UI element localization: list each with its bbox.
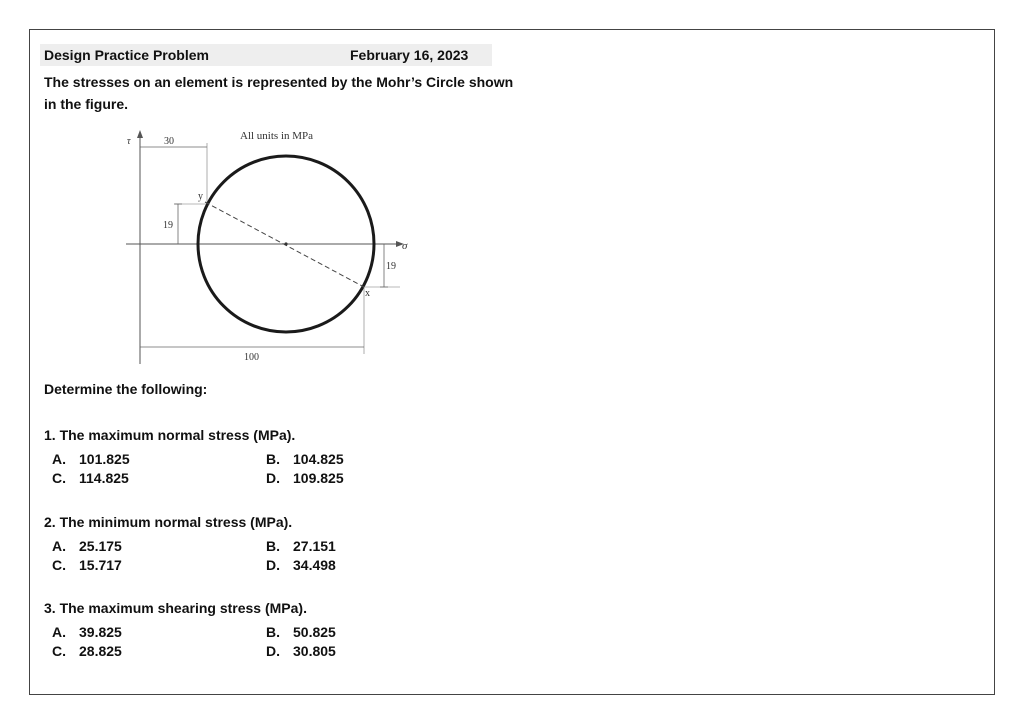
header-date: February 16, 2023 bbox=[350, 47, 469, 63]
option-b[interactable]: B. 27.151 bbox=[266, 538, 336, 554]
option-c[interactable]: C. 15.717 bbox=[52, 557, 122, 573]
option-b[interactable]: B. 50.825 bbox=[266, 624, 336, 640]
dim-19-left-label: 19 bbox=[163, 220, 173, 231]
units-note: All units in MPa bbox=[240, 130, 314, 142]
point-y-label: y bbox=[198, 191, 203, 202]
question-3: 3. The maximum shearing stress (MPa). bbox=[44, 600, 307, 616]
question-1: 1. The maximum normal stress (MPa). bbox=[44, 427, 296, 443]
option-c[interactable]: C. 28.825 bbox=[52, 643, 122, 659]
dim-30-label: 30 bbox=[164, 136, 174, 147]
option-a[interactable]: A. 101.825 bbox=[52, 451, 130, 467]
tau-axis-arrow bbox=[137, 130, 143, 138]
option-d[interactable]: D. 34.498 bbox=[266, 557, 336, 573]
mohrs-circle-figure bbox=[118, 124, 418, 369]
determine-prompt: Determine the following: bbox=[44, 381, 208, 397]
dim-100-label: 100 bbox=[244, 352, 259, 363]
tau-axis-label: τ bbox=[127, 136, 131, 147]
option-d[interactable]: D. 109.825 bbox=[266, 470, 344, 486]
option-c[interactable]: C. 114.825 bbox=[52, 470, 129, 486]
dim-19-right-label: 19 bbox=[386, 261, 396, 272]
point-x-label: x bbox=[365, 288, 370, 299]
option-b[interactable]: B. 104.825 bbox=[266, 451, 344, 467]
header-title: Design Practice Problem bbox=[44, 47, 209, 63]
question-2: 2. The minimum normal stress (MPa). bbox=[44, 514, 293, 530]
option-a[interactable]: A. 25.175 bbox=[52, 538, 122, 554]
problem-intro: The stresses on an element is represented by the Mohr’s Circle shown in the figure. bbox=[44, 74, 514, 112]
option-a[interactable]: A. 39.825 bbox=[52, 624, 122, 640]
circle-center bbox=[284, 242, 287, 245]
option-d[interactable]: D. 30.805 bbox=[266, 643, 336, 659]
sigma-axis-label: σ bbox=[402, 240, 408, 252]
